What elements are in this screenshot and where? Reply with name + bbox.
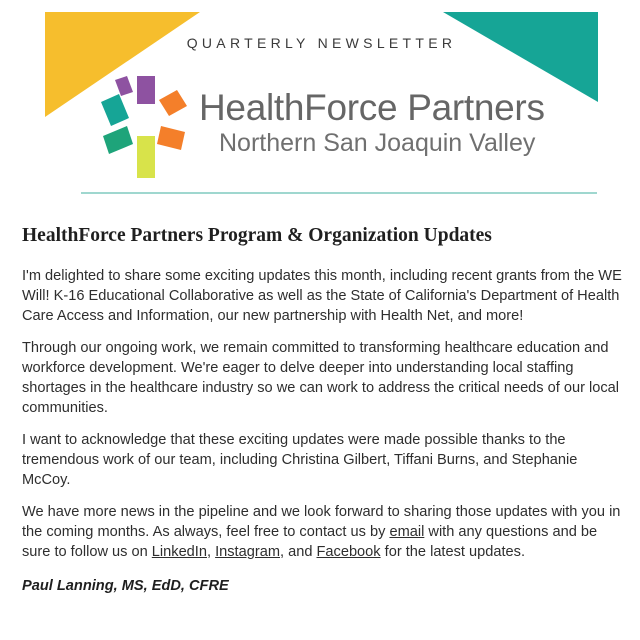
separator-comma: , — [206, 544, 216, 560]
article-heading: HealthForce Partners Program & Organization Updates — [22, 225, 492, 246]
brand-name: HealthForce Partners — [199, 87, 545, 128]
section-divider — [81, 192, 597, 194]
contact-text-mid: with any questions and be sure to follow us on — [22, 524, 598, 560]
contact-text-end: for the latest updates. — [380, 544, 525, 560]
author-signoff: Paul Lanning, MS, EdD, CFRE — [22, 578, 229, 594]
contact-text-start: We have more news in the pipeline and we look forward to sharing those updates with you in the coming months. As always, feel free to contact us by — [22, 504, 621, 540]
article-body — [22, 224, 622, 596]
email-link[interactable]: email — [389, 524, 425, 540]
newsletter-kicker: QUARTERLY NEWSLETTER — [186, 35, 457, 51]
brand-region: Northern San Joaquin Valley — [219, 129, 536, 157]
paragraph-team: I want to acknowledge that these exciting updates were made possible thanks to the tremendous work of our team, including Christina Gilbert, Tiffani Burns, and Stephanie McCoy. — [22, 432, 578, 488]
linkedin-link[interactable]: LinkedIn — [151, 544, 207, 560]
healthforce-logo-icon — [97, 74, 197, 179]
paragraph-grants: I'm delighted to share some exciting updates this month, including recent grants from the WE Will! K-16 Educational Collaborative as well as the State of California's Department of Health Care Access and Information, our new partnership with Health Net, and more! — [22, 268, 622, 324]
newsletter-banner — [45, 12, 598, 182]
facebook-link[interactable]: Facebook — [316, 544, 381, 560]
separator-and: , and — [279, 544, 317, 560]
instagram-link[interactable]: Instagram — [215, 544, 280, 560]
paragraph-contact — [22, 502, 622, 562]
paragraph-commitment: Through our ongoing work, we remain committed to transforming healthcare education and workforce development. We're eager to delve deeper into understanding local staffing shortages in the healthcare industry so we can work to address the critical needs of our local communities. — [22, 340, 620, 416]
brand-block — [199, 88, 545, 158]
